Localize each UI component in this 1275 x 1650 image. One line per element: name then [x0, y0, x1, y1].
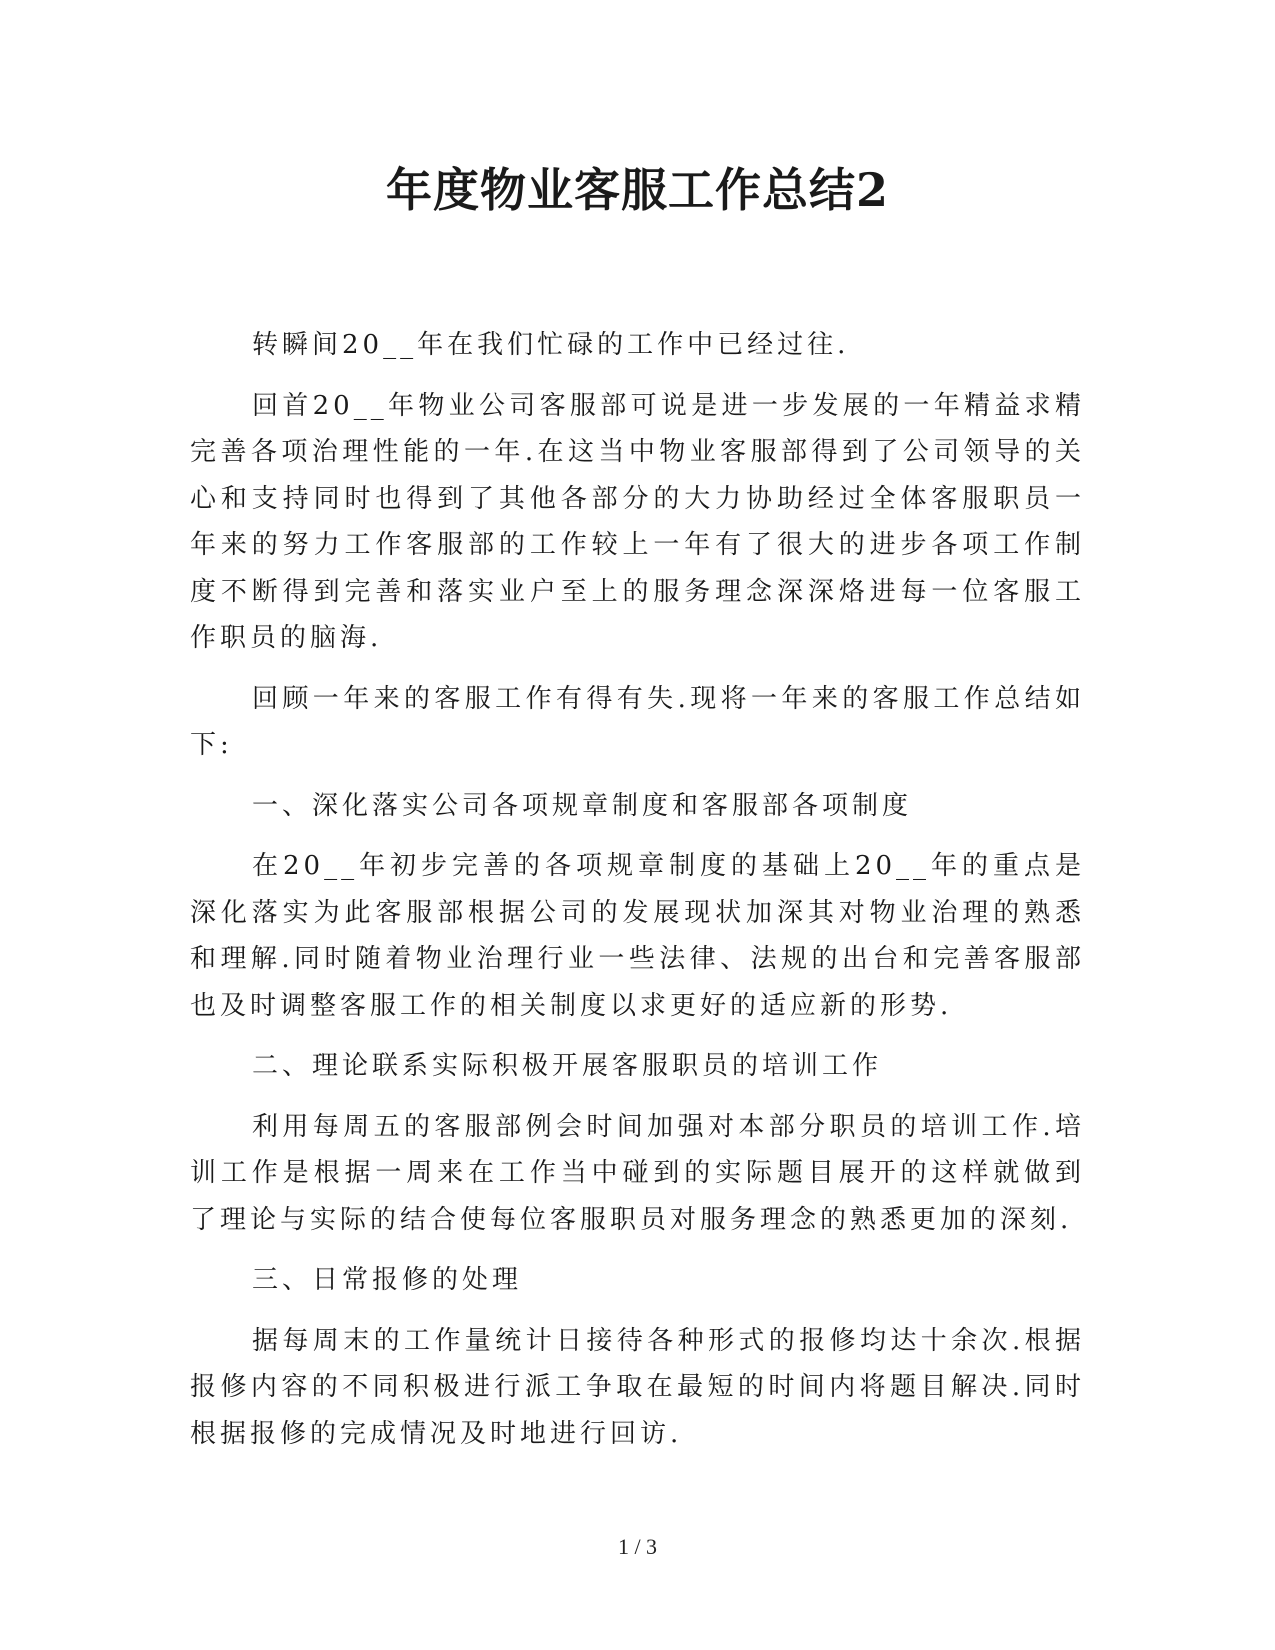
paragraph-summary-lead: 回顾一年来的客服工作有得有失.现将一年来的客服工作总结如下:: [190, 683, 1085, 760]
document-title: 年度物业客服工作总结2: [385, 163, 889, 217]
document-body: [190, 322, 1085, 1471]
section-heading-1: 一、深化落实公司各项规章制度和客服部各项制度: [252, 790, 913, 821]
paragraph-section-1: 在20__年初步完善的各项规章制度的基础上20__年的重点是深化落实为此客服部根据公司的发展现状加深其对物业治理的熟悉和理解.同时随着物业治理行业一些法律、法规的出台和完善客服部也及时调整客服工作的相关制度以求更好的适应新的形势.: [190, 851, 1085, 1021]
section-heading-3: 三、日常报修的处理: [252, 1265, 523, 1295]
paragraph-section-2: 利用每周五的客服部例会时间加强对本部分职员的培训工作.培训工作是根据一周来在工作当中碰到的实际题目展开的这样就做到了理论与实际的结合使每位客服职员对服务理念的熟悉更加的深刻.: [190, 1111, 1085, 1235]
paragraph-review: 回首20__年物业公司客服部可说是进一步发展的一年精益求精完善各项治理性能的一年.在这当中物业客服部得到了公司领导的关心和支持同时也得到了其他各部分的大力协助经过全体客服职员一年来的努力工作客服部的工作较上一年有了很大的进步各项工作制度不断得到完善和落实业户至上的服务理念深深烙进每一位客服工作职员的脑海.: [190, 390, 1085, 653]
page-number: 1 / 3: [617, 1534, 658, 1559]
section-heading-2: 二、理论联系实际积极开展客服职员的培训工作: [252, 1051, 883, 1081]
paragraph-section-3: 据每周末的工作量统计日接待各种形式的报修均达十余次.根据报修内容的不同积极进行派工争取在最短的时间内将题目解决.同时根据报修的完成情况及时地进行回访.: [190, 1325, 1085, 1449]
paragraph-intro: 转瞬间20__年在我们忙碌的工作中已经过往.: [252, 330, 850, 360]
